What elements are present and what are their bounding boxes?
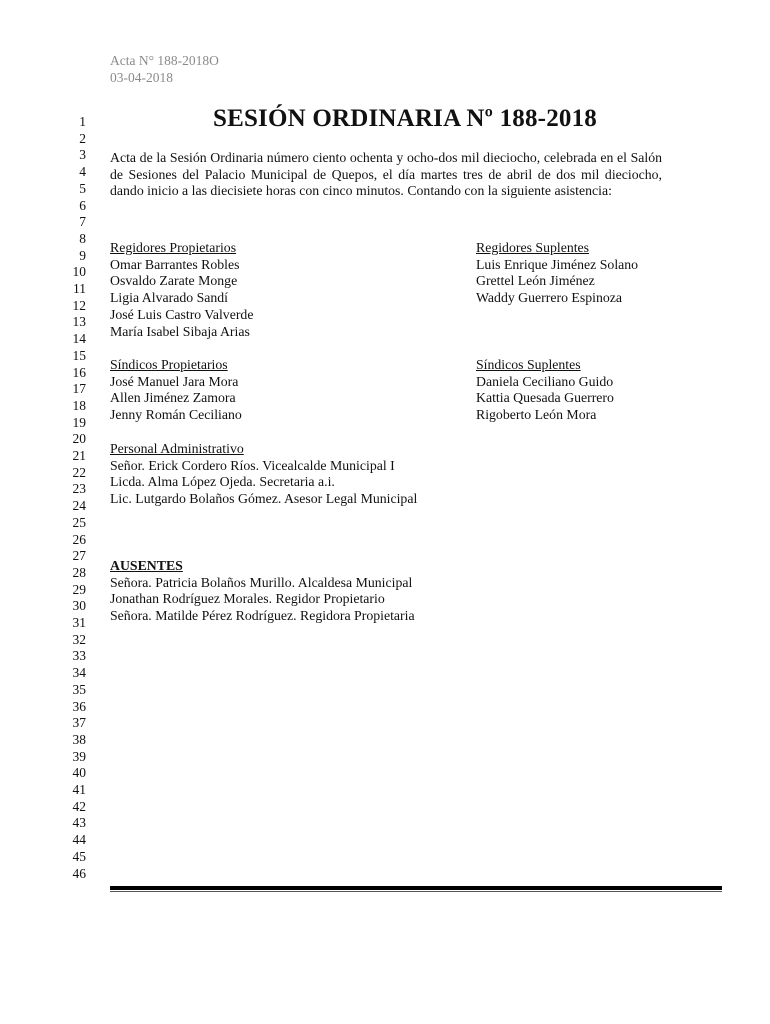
section-heading: Regidores Suplentes xyxy=(476,240,590,255)
line-number: 1 xyxy=(79,114,86,129)
list-item: Waddy Guerrero Espinoza xyxy=(476,290,622,306)
line-number: 26 xyxy=(72,531,86,547)
line-number: 20 xyxy=(72,431,86,447)
list-item: Omar Barrantes Robles xyxy=(110,256,240,272)
line-number: 46 xyxy=(72,865,86,881)
list-item: Señora. Matilde Pérez Rodríguez. Regidora Propietaria xyxy=(110,608,415,624)
list-item: Luis Enrique Jiménez Solano xyxy=(476,256,639,272)
personal-administrativo xyxy=(110,441,417,508)
line-number: 30 xyxy=(72,598,86,614)
section-heading: Regidores Propietarios xyxy=(110,240,237,255)
line-number: 41 xyxy=(72,782,86,797)
divider-rule xyxy=(110,886,722,890)
line-number: 37 xyxy=(72,715,86,731)
line-number: 38 xyxy=(72,731,86,747)
line-number: 27 xyxy=(72,548,86,564)
list-item: Osvaldo Zarate Monge xyxy=(110,273,238,289)
list-item: María Isabel Sibaja Arias xyxy=(110,323,250,339)
line-number: 13 xyxy=(72,314,86,330)
line-number: 9 xyxy=(79,247,86,263)
intro-paragraph: Acta de la Sesión Ordinaria número ciento ochenta y ocho-dos mil dieciocho, celebrada en el Salón de Sesiones del Palacio Municipal de Quepos, el día martes tres de abril de dos mil dieciocho, dando inicio a las diecisiete horas con cinco minutos. Contando con la siguiente asistencia: xyxy=(110,150,662,199)
list-item: Daniela Ceciliano Guido xyxy=(476,373,614,389)
line-number: 43 xyxy=(72,815,86,831)
line-number: 40 xyxy=(72,765,86,781)
line-number: 15 xyxy=(72,347,86,363)
section-heading: Personal Administrativo xyxy=(110,441,244,456)
line-number: 42 xyxy=(72,798,86,814)
list-item: Jenny Román Ceciliano xyxy=(110,407,242,423)
line-number: 39 xyxy=(72,748,86,764)
line-number: 14 xyxy=(72,331,86,347)
list-item: Ligia Alvarado Sandí xyxy=(110,290,229,306)
line-number: 34 xyxy=(72,665,86,681)
line-number: 18 xyxy=(72,397,86,413)
line-number: 23 xyxy=(72,481,86,497)
line-number: 5 xyxy=(79,180,86,196)
line-number: 22 xyxy=(72,464,86,480)
line-number: 21 xyxy=(72,448,86,463)
line-number: 32 xyxy=(72,631,86,647)
section-heading: Síndicos Propietarios xyxy=(110,357,228,372)
acta-date: 03-04-2018 xyxy=(110,70,173,85)
line-number: 11 xyxy=(73,281,86,296)
page-title: SESIÓN ORDINARIA Nº 188-2018 xyxy=(212,105,598,132)
regidores-suplentes xyxy=(476,240,638,307)
line-number: 7 xyxy=(79,214,86,230)
line-number: 8 xyxy=(79,230,86,246)
line-number: 28 xyxy=(72,564,86,580)
line-number: 2 xyxy=(79,130,86,146)
ausentes xyxy=(110,558,415,625)
section-heading: AUSENTES xyxy=(110,558,183,573)
list-item: Licda. Alma López Ojeda. Secretaria a.i. xyxy=(110,474,335,490)
line-number: 25 xyxy=(72,514,86,530)
sindicos-propietarios xyxy=(110,357,242,424)
list-item: José Manuel Jara Mora xyxy=(110,373,239,389)
line-number: 35 xyxy=(72,681,86,697)
line-number: 12 xyxy=(72,297,86,313)
list-item: Allen Jiménez Zamora xyxy=(110,390,236,406)
list-item: Señor. Erick Cordero Ríos. Vicealcalde Municipal I xyxy=(110,457,395,473)
list-item: Lic. Lutgardo Bolaños Gómez. Asesor Legal Municipal xyxy=(110,491,418,507)
line-number: 19 xyxy=(72,414,86,430)
list-item: Rigoberto León Mora xyxy=(476,407,597,423)
line-number: 44 xyxy=(72,832,86,848)
regidores-propietarios xyxy=(110,240,253,340)
line-number: 17 xyxy=(72,381,86,397)
list-item: Grettel León Jiménez xyxy=(476,273,595,289)
list-item: Kattia Quesada Guerrero xyxy=(476,390,614,406)
line-number: 31 xyxy=(72,615,86,630)
line-number: 33 xyxy=(72,648,86,664)
line-number: 24 xyxy=(72,498,86,514)
line-number: 6 xyxy=(79,197,86,213)
line-number: 16 xyxy=(72,364,86,380)
sindicos-suplentes xyxy=(476,357,614,424)
line-number: 4 xyxy=(79,164,86,180)
section-heading: Síndicos Suplentes xyxy=(476,357,581,372)
line-number: 36 xyxy=(72,698,86,714)
divider-rule-thin xyxy=(110,891,722,892)
line-number: 45 xyxy=(72,848,86,864)
list-item: Jonathan Rodríguez Morales. Regidor Propietario xyxy=(110,591,385,607)
line-number: 3 xyxy=(79,147,86,163)
line-number: 10 xyxy=(72,264,86,280)
document-header xyxy=(110,52,219,86)
line-number: 29 xyxy=(72,581,86,597)
list-item: Señora. Patricia Bolaños Murillo. Alcaldesa Municipal xyxy=(110,574,413,590)
acta-number: Acta N° 188-2018O xyxy=(110,53,219,68)
list-item: José Luis Castro Valverde xyxy=(110,306,254,322)
